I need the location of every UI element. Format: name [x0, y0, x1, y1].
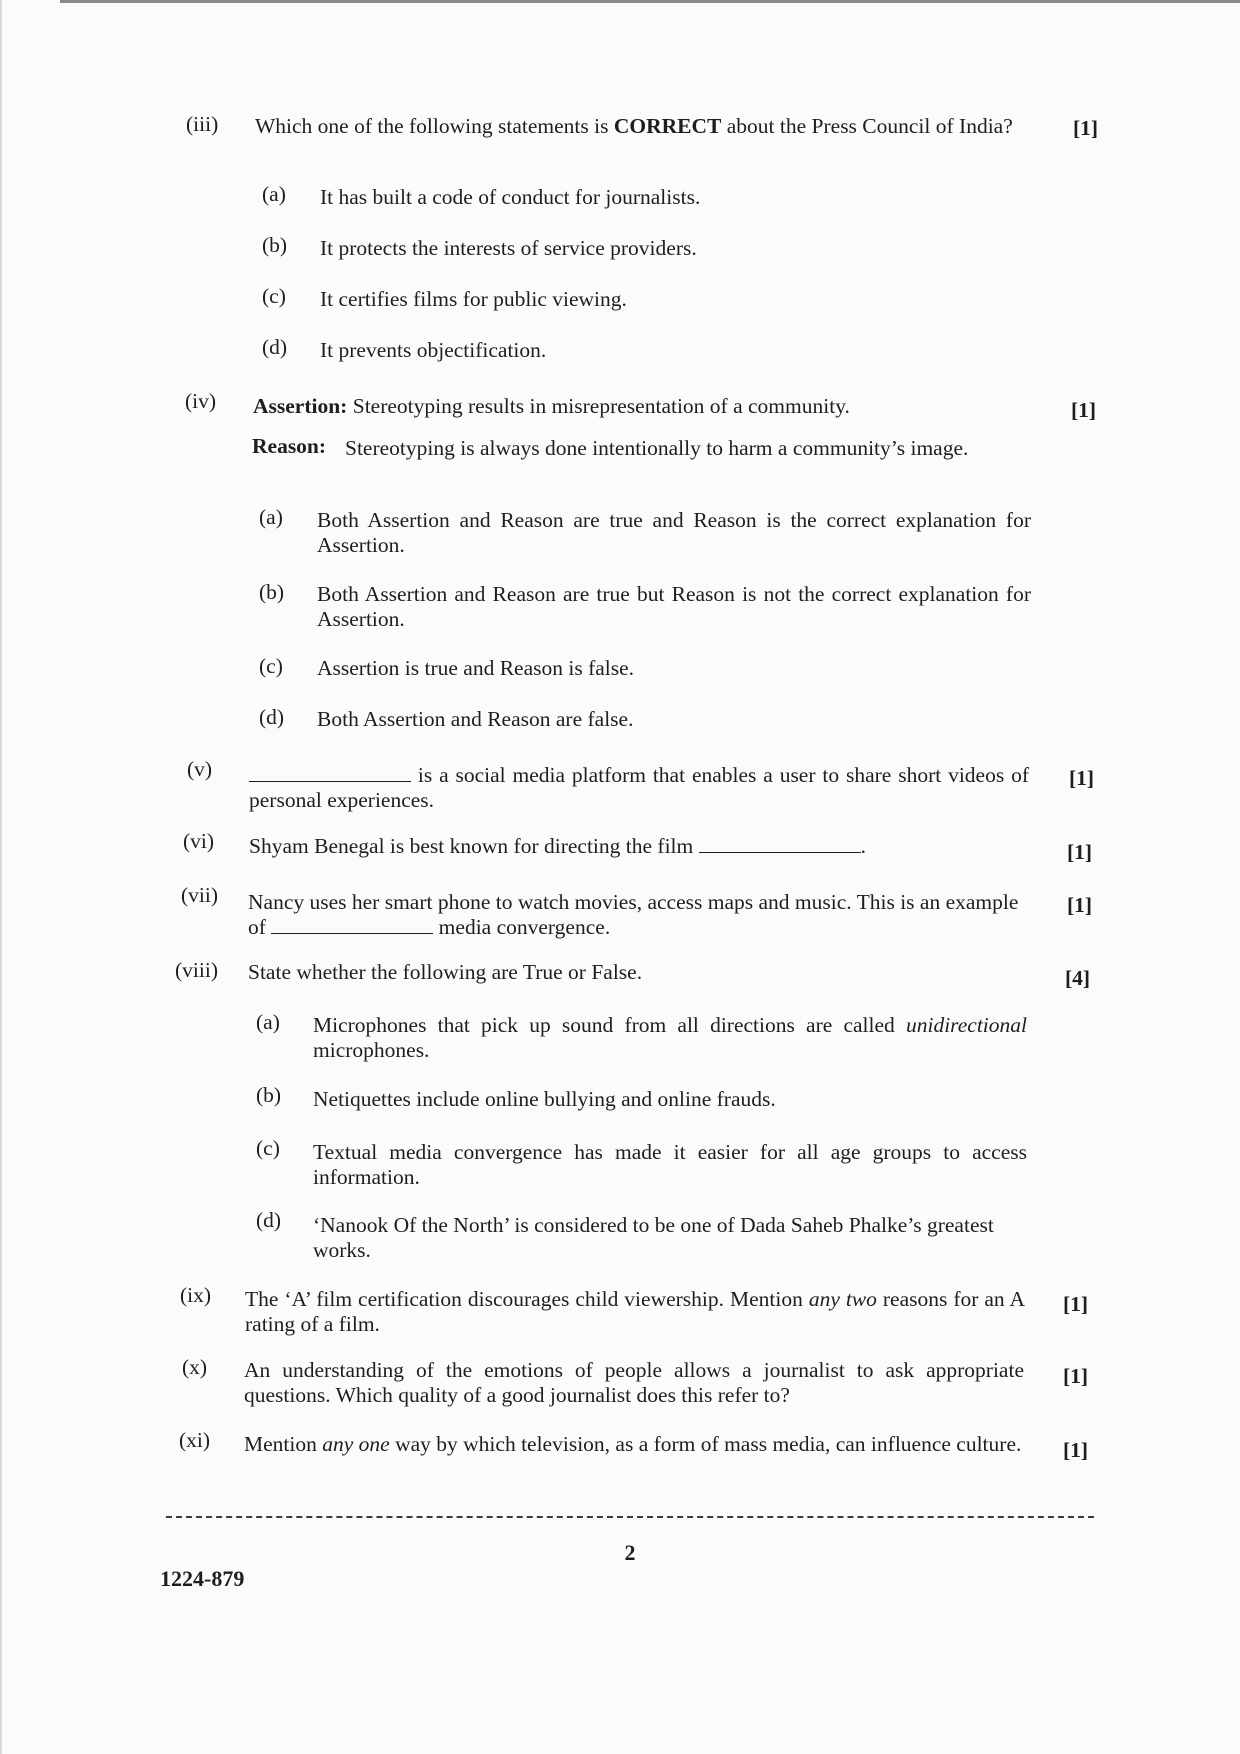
option-label: (c) [262, 284, 286, 308]
question-text-part: The ‘A’ film certification discourages child viewership. Mention [245, 1287, 809, 1311]
option-text: ‘Nanook Of the North’ is considered to be one of Dada Saheb Phalke’s greatest works. [313, 1213, 994, 1262]
fill-in-blank [699, 834, 861, 853]
footer-divider [166, 1516, 1094, 1518]
option-label: (d) [262, 335, 288, 359]
question-number: (ix) [180, 1283, 212, 1307]
question-text-italic: any two [808, 1287, 877, 1311]
option-label: (c) [259, 654, 283, 678]
option-text: Textual media convergence has made it easier for all age groups to access information. [313, 1140, 1027, 1189]
question-number: (iii) [186, 112, 219, 136]
question-text: An understanding of the emotions of people allows a journalist to ask appropriate questions. Which quality of a good journalist does this refer to? [244, 1358, 1024, 1407]
reason-label-text: Reason: [252, 434, 327, 458]
fill-in-blank [249, 763, 411, 782]
question-text [244, 1432, 1024, 1457]
question-marks: [1] [1063, 1364, 1089, 1388]
option-text: Both Assertion and Reason are true and Reason is the correct explanation for Assertion. [317, 508, 1031, 557]
option-label: (a) [259, 505, 283, 529]
option-text-part: microphones. [313, 1038, 430, 1062]
question-text-part: reasons for an A rating of a film. [245, 1287, 1025, 1336]
option-text: Netiquettes include online bullying and online frauds. [313, 1087, 776, 1111]
assertion-label: Assertion: [253, 394, 348, 418]
question-text-part: way by which television, as a form of mass media, can influence culture. [389, 1432, 1022, 1456]
question-number: (v) [187, 757, 213, 781]
fill-in-blank [271, 915, 433, 934]
option-text: Both Assertion and Reason are true but Reason is not the correct explanation for Assertion. [317, 582, 1031, 631]
option-text-part: Microphones that pick up sound from all directions are called [313, 1013, 906, 1037]
question-text [249, 834, 1029, 859]
question-text [245, 1287, 1025, 1337]
question-marks: [1] [1069, 766, 1095, 790]
question-number: (viii) [175, 958, 218, 982]
question-marks: [1] [1073, 116, 1099, 140]
question-number: (iv) [185, 389, 217, 413]
question-number: (vii) [181, 883, 219, 907]
option-label: (b) [262, 233, 288, 257]
question-text [255, 114, 1055, 139]
question-marks: [1] [1063, 1292, 1089, 1316]
question-text-part: about the Press Council of India? [721, 114, 1013, 138]
option-label: (b) [256, 1083, 282, 1107]
option-text: It protects the interests of service providers. [320, 236, 697, 260]
option-text [313, 1013, 1027, 1063]
question-text [249, 763, 1029, 813]
question-number: (x) [182, 1355, 208, 1379]
option-text: It certifies films for public viewing. [320, 287, 627, 311]
question-number: (xi) [179, 1428, 211, 1452]
option-label: (d) [259, 705, 285, 729]
scan-top-edge [60, 0, 1240, 3]
option-label: (a) [256, 1010, 280, 1034]
page-number: 2 [624, 1540, 636, 1565]
question-marks: [1] [1067, 840, 1093, 864]
option-text: It prevents objectification. [320, 338, 547, 362]
question-text-bold: CORRECT [613, 114, 722, 138]
assertion-text [253, 394, 1053, 419]
option-text-italic: unidirectional [905, 1013, 1027, 1037]
question-text-part: is a social media platform that enables a user to share short videos of personal experiences. [249, 763, 1029, 812]
option-label: (a) [262, 182, 286, 206]
question-text: State whether the following are True or False. [248, 960, 643, 984]
option-label: (d) [256, 1208, 282, 1232]
option-text: Both Assertion and Reason are false. [317, 707, 634, 731]
reason-statement: Stereotyping is always done intentionally to harm a community’s image. [345, 436, 969, 460]
question-text-part: Nancy uses her smart phone to watch movies, access maps and music. This is an example of [248, 890, 1019, 939]
paper-code: 1224-879 [160, 1566, 245, 1591]
question-number: (vi) [183, 829, 215, 853]
scan-left-edge [0, 0, 2, 1754]
option-text: Assertion is true and Reason is false. [317, 656, 635, 680]
question-marks: [4] [1065, 966, 1091, 990]
question-marks: [1] [1063, 1438, 1089, 1462]
option-label: (b) [259, 580, 285, 604]
question-marks: [1] [1067, 893, 1093, 917]
option-label: (c) [256, 1136, 280, 1160]
reason-label [252, 434, 326, 459]
question-text-end: . [860, 834, 866, 858]
assertion-statement: Stereotyping results in misrepresentation of a community. [347, 394, 850, 418]
question-text-part: Mention [244, 1432, 323, 1456]
question-text-part: Shyam Benegal is best known for directing the film [249, 834, 699, 858]
question-text-part: media convergence. [433, 915, 611, 939]
question-text [248, 890, 1033, 940]
question-text-italic: any one [322, 1432, 390, 1456]
question-text-part: Which one of the following statements is [255, 114, 614, 138]
question-marks: [1] [1071, 398, 1097, 422]
option-text: It has built a code of conduct for journalists. [320, 185, 701, 209]
